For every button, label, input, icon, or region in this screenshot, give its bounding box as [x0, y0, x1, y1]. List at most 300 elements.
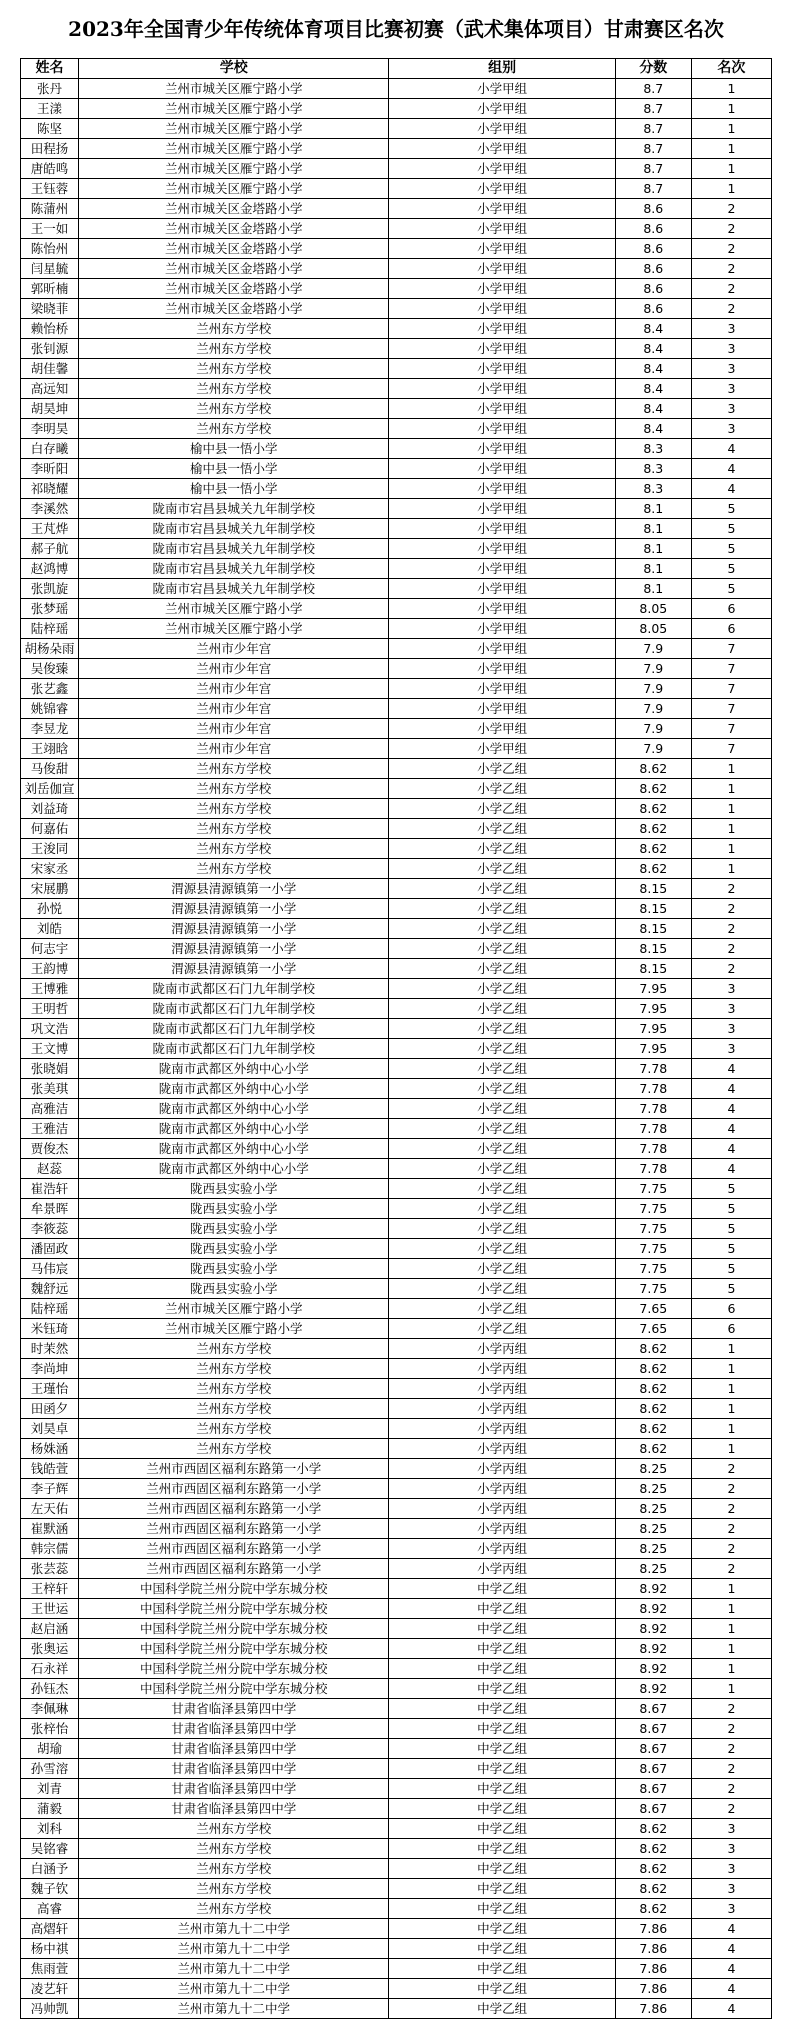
table-row [21, 1899, 772, 1919]
cell-school: 陇南市宕昌县城关九年制学校 [79, 559, 389, 579]
cell-school: 兰州东方学校 [79, 319, 389, 339]
cell-score: 7.65 [615, 1319, 691, 1339]
cell-rank: 5 [691, 1179, 771, 1199]
cell-name: 时茉然 [21, 1339, 79, 1359]
cell-group: 小学丙组 [389, 1339, 615, 1359]
cell-score: 8.92 [615, 1619, 691, 1639]
cell-rank: 1 [691, 1379, 771, 1399]
cell-rank: 1 [691, 1359, 771, 1379]
table-row [21, 1159, 772, 1179]
cell-rank: 5 [691, 1239, 771, 1259]
table-row [21, 779, 772, 799]
table-row [21, 1739, 772, 1759]
cell-school: 兰州市城关区金塔路小学 [79, 299, 389, 319]
cell-score: 8.92 [615, 1579, 691, 1599]
cell-name: 李昱龙 [21, 719, 79, 739]
cell-rank: 3 [691, 1859, 771, 1879]
table-row [21, 539, 772, 559]
cell-school: 甘肃省临泽县第四中学 [79, 1759, 389, 1779]
cell-score: 7.9 [615, 659, 691, 679]
cell-score: 7.75 [615, 1239, 691, 1259]
cell-score: 7.9 [615, 719, 691, 739]
cell-name: 张钊源 [21, 339, 79, 359]
table-row [21, 839, 772, 859]
cell-name: 孙钰杰 [21, 1679, 79, 1699]
cell-name: 韩宗儒 [21, 1539, 79, 1559]
cell-rank: 2 [691, 1539, 771, 1559]
table-body [21, 79, 772, 2019]
cell-school: 中国科学院兰州分院中学东城分校 [79, 1619, 389, 1639]
cell-name: 王一如 [21, 219, 79, 239]
table-row [21, 139, 772, 159]
cell-rank: 5 [691, 1219, 771, 1239]
cell-group: 小学丙组 [389, 1479, 615, 1499]
cell-score: 8.1 [615, 499, 691, 519]
cell-group: 中学乙组 [389, 1679, 615, 1699]
cell-school: 兰州市少年宫 [79, 679, 389, 699]
cell-score: 8.92 [615, 1679, 691, 1699]
cell-group: 小学甲组 [389, 159, 615, 179]
table-row [21, 1979, 772, 1999]
cell-school: 兰州市城关区雁宁路小学 [79, 599, 389, 619]
cell-group: 小学甲组 [389, 699, 615, 719]
cell-rank: 1 [691, 159, 771, 179]
cell-group: 小学甲组 [389, 239, 615, 259]
cell-rank: 3 [691, 419, 771, 439]
table-row [21, 639, 772, 659]
cell-school: 榆中县一悟小学 [79, 459, 389, 479]
cell-rank: 3 [691, 339, 771, 359]
cell-school: 甘肃省临泽县第四中学 [79, 1799, 389, 1819]
cell-score: 8.4 [615, 399, 691, 419]
cell-score: 7.9 [615, 699, 691, 719]
cell-group: 小学甲组 [389, 659, 615, 679]
cell-score: 7.95 [615, 999, 691, 1019]
cell-rank: 2 [691, 199, 771, 219]
cell-group: 小学丙组 [389, 1559, 615, 1579]
cell-rank: 1 [691, 1339, 771, 1359]
cell-score: 8.25 [615, 1539, 691, 1559]
cell-group: 小学甲组 [389, 599, 615, 619]
cell-school: 陇南市武都区外纳中心小学 [79, 1059, 389, 1079]
cell-name: 杨姝涵 [21, 1439, 79, 1459]
cell-name: 胡瑜 [21, 1739, 79, 1759]
cell-school: 榆中县一悟小学 [79, 439, 389, 459]
cell-name: 赖怡桥 [21, 319, 79, 339]
cell-score: 8.1 [615, 559, 691, 579]
cell-school: 兰州市城关区金塔路小学 [79, 259, 389, 279]
cell-name: 赵蕊 [21, 1159, 79, 1179]
cell-score: 8.7 [615, 99, 691, 119]
cell-score: 8.67 [615, 1739, 691, 1759]
cell-rank: 7 [691, 719, 771, 739]
cell-score: 8.62 [615, 1839, 691, 1859]
cell-group: 小学甲组 [389, 519, 615, 539]
cell-school: 兰州市西固区福利东路第一小学 [79, 1559, 389, 1579]
cell-group: 小学丙组 [389, 1519, 615, 1539]
cell-name: 郭昕楠 [21, 279, 79, 299]
cell-group: 中学乙组 [389, 1659, 615, 1679]
cell-rank: 3 [691, 319, 771, 339]
cell-score: 8.62 [615, 1879, 691, 1899]
cell-group: 小学甲组 [389, 579, 615, 599]
cell-school: 兰州市城关区雁宁路小学 [79, 159, 389, 179]
table-row [21, 739, 772, 759]
cell-rank: 2 [691, 259, 771, 279]
cell-rank: 5 [691, 559, 771, 579]
cell-name: 吴俊臻 [21, 659, 79, 679]
table-row [21, 1239, 772, 1259]
cell-name: 米钰琦 [21, 1319, 79, 1339]
cell-school: 渭源县清源镇第一小学 [79, 899, 389, 919]
cell-group: 小学甲组 [389, 539, 615, 559]
cell-school: 兰州东方学校 [79, 1879, 389, 1899]
cell-rank: 1 [691, 1619, 771, 1639]
cell-score: 8.7 [615, 139, 691, 159]
table-row [21, 399, 772, 419]
table-row [21, 199, 772, 219]
cell-group: 小学甲组 [389, 739, 615, 759]
cell-rank: 1 [691, 759, 771, 779]
cell-name: 李尚坤 [21, 1359, 79, 1379]
cell-school: 兰州市西固区福利东路第一小学 [79, 1459, 389, 1479]
table-row [21, 599, 772, 619]
cell-rank: 3 [691, 359, 771, 379]
cell-name: 牟景晖 [21, 1199, 79, 1219]
table-row [21, 619, 772, 639]
cell-rank: 2 [691, 299, 771, 319]
cell-score: 8.1 [615, 579, 691, 599]
table-row [21, 699, 772, 719]
cell-score: 8.62 [615, 1379, 691, 1399]
cell-rank: 1 [691, 1419, 771, 1439]
cell-group: 小学乙组 [389, 1219, 615, 1239]
cell-school: 中国科学院兰州分院中学东城分校 [79, 1679, 389, 1699]
cell-group: 小学乙组 [389, 1259, 615, 1279]
table-row [21, 1359, 772, 1379]
table-row [21, 1999, 772, 2019]
cell-group: 小学乙组 [389, 1179, 615, 1199]
cell-group: 中学乙组 [389, 1699, 615, 1719]
cell-name: 赵启涵 [21, 1619, 79, 1639]
cell-name: 杨中祺 [21, 1939, 79, 1959]
cell-school: 兰州市城关区金塔路小学 [79, 239, 389, 259]
cell-score: 8.92 [615, 1659, 691, 1679]
cell-rank: 1 [691, 859, 771, 879]
table-row [21, 1519, 772, 1539]
table-row [21, 119, 772, 139]
cell-group: 小学乙组 [389, 1279, 615, 1299]
cell-group: 小学乙组 [389, 1059, 615, 1079]
table-row [21, 1679, 772, 1699]
cell-school: 兰州东方学校 [79, 1859, 389, 1879]
cell-group: 中学乙组 [389, 1879, 615, 1899]
cell-rank: 3 [691, 1899, 771, 1919]
table-row [21, 559, 772, 579]
cell-group: 中学乙组 [389, 1979, 615, 1999]
cell-rank: 2 [691, 899, 771, 919]
table-row [21, 1479, 772, 1499]
cell-rank: 5 [691, 519, 771, 539]
cell-school: 兰州市城关区雁宁路小学 [79, 99, 389, 119]
cell-group: 小学乙组 [389, 1139, 615, 1159]
cell-score: 8.4 [615, 419, 691, 439]
cell-rank: 4 [691, 1159, 771, 1179]
cell-name: 王雅洁 [21, 1119, 79, 1139]
cell-rank: 2 [691, 919, 771, 939]
cell-name: 王浚同 [21, 839, 79, 859]
cell-school: 兰州市第九十二中学 [79, 1919, 389, 1939]
cell-score: 7.78 [615, 1059, 691, 1079]
cell-score: 8.62 [615, 1859, 691, 1879]
cell-school: 兰州市城关区雁宁路小学 [79, 1299, 389, 1319]
cell-group: 小学乙组 [389, 1319, 615, 1339]
cell-rank: 2 [691, 1699, 771, 1719]
cell-score: 7.9 [615, 639, 691, 659]
cell-score: 8.25 [615, 1499, 691, 1519]
cell-score: 8.67 [615, 1799, 691, 1819]
cell-rank: 4 [691, 459, 771, 479]
cell-school: 兰州东方学校 [79, 779, 389, 799]
cell-school: 兰州市第九十二中学 [79, 1939, 389, 1959]
cell-name: 刘科 [21, 1819, 79, 1839]
cell-name: 孙雪溶 [21, 1759, 79, 1779]
cell-name: 闫星毓 [21, 259, 79, 279]
cell-school: 中国科学院兰州分院中学东城分校 [79, 1639, 389, 1659]
cell-group: 小学乙组 [389, 919, 615, 939]
cell-school: 陇南市武都区石门九年制学校 [79, 979, 389, 999]
cell-group: 小学乙组 [389, 1199, 615, 1219]
table-row [21, 1199, 772, 1219]
header-school: 学校 [79, 59, 389, 79]
cell-score: 8.1 [615, 539, 691, 559]
cell-group: 中学乙组 [389, 1819, 615, 1839]
cell-score: 8.62 [615, 1339, 691, 1359]
cell-group: 小学丙组 [389, 1359, 615, 1379]
cell-name: 李溪然 [21, 499, 79, 519]
cell-name: 高雅洁 [21, 1099, 79, 1119]
table-row [21, 959, 772, 979]
cell-school: 兰州东方学校 [79, 1379, 389, 1399]
cell-score: 7.86 [615, 1939, 691, 1959]
cell-score: 8.4 [615, 379, 691, 399]
cell-school: 兰州东方学校 [79, 759, 389, 779]
cell-rank: 1 [691, 819, 771, 839]
cell-group: 小学甲组 [389, 639, 615, 659]
cell-name: 李佩琳 [21, 1699, 79, 1719]
cell-group: 小学甲组 [389, 339, 615, 359]
cell-group: 小学乙组 [389, 819, 615, 839]
cell-group: 小学甲组 [389, 719, 615, 739]
cell-name: 孙悦 [21, 899, 79, 919]
cell-rank: 2 [691, 239, 771, 259]
cell-name: 巩文浩 [21, 1019, 79, 1039]
cell-score: 7.86 [615, 1979, 691, 1999]
cell-rank: 2 [691, 219, 771, 239]
cell-group: 小学乙组 [389, 779, 615, 799]
table-row [21, 439, 772, 459]
table-row [21, 1499, 772, 1519]
table-row [21, 1439, 772, 1459]
table-row [21, 879, 772, 899]
cell-group: 小学乙组 [389, 1039, 615, 1059]
cell-rank: 4 [691, 1919, 771, 1939]
cell-school: 兰州市少年宫 [79, 639, 389, 659]
cell-rank: 4 [691, 1939, 771, 1959]
cell-name: 刘昊卓 [21, 1419, 79, 1439]
table-row [21, 99, 772, 119]
cell-name: 张凯旋 [21, 579, 79, 599]
cell-name: 马俊甜 [21, 759, 79, 779]
cell-rank: 3 [691, 1879, 771, 1899]
cell-score: 7.65 [615, 1299, 691, 1319]
table-row [21, 1599, 772, 1619]
cell-group: 中学乙组 [389, 1899, 615, 1919]
cell-group: 小学甲组 [389, 419, 615, 439]
cell-score: 8.3 [615, 439, 691, 459]
table-row [21, 1559, 772, 1579]
cell-group: 小学乙组 [389, 899, 615, 919]
cell-group: 小学乙组 [389, 1099, 615, 1119]
cell-group: 小学乙组 [389, 859, 615, 879]
cell-group: 中学乙组 [389, 1919, 615, 1939]
cell-rank: 4 [691, 1099, 771, 1119]
cell-name: 王文博 [21, 1039, 79, 1059]
header-group: 组别 [389, 59, 615, 79]
table-row [21, 1419, 772, 1439]
cell-rank: 3 [691, 1819, 771, 1839]
table-row [21, 1299, 772, 1319]
cell-school: 兰州市西固区福利东路第一小学 [79, 1479, 389, 1499]
cell-score: 8.3 [615, 479, 691, 499]
cell-score: 8.62 [615, 1439, 691, 1459]
cell-school: 陇南市宕昌县城关九年制学校 [79, 539, 389, 559]
cell-school: 陇西县实验小学 [79, 1259, 389, 1279]
cell-school: 兰州市少年宫 [79, 719, 389, 739]
cell-school: 兰州东方学校 [79, 819, 389, 839]
cell-rank: 5 [691, 1199, 771, 1219]
cell-score: 8.4 [615, 359, 691, 379]
cell-score: 8.25 [615, 1559, 691, 1579]
cell-rank: 4 [691, 1959, 771, 1979]
cell-score: 7.78 [615, 1099, 691, 1119]
table-row [21, 379, 772, 399]
cell-school: 陇南市宕昌县城关九年制学校 [79, 519, 389, 539]
cell-score: 7.75 [615, 1179, 691, 1199]
table-row [21, 1699, 772, 1719]
cell-school: 陇南市武都区石门九年制学校 [79, 1039, 389, 1059]
cell-score: 8.6 [615, 219, 691, 239]
cell-school: 陇西县实验小学 [79, 1199, 389, 1219]
cell-group: 小学甲组 [389, 559, 615, 579]
cell-score: 8.67 [615, 1779, 691, 1799]
cell-name: 王芃烨 [21, 519, 79, 539]
cell-score: 8.25 [615, 1519, 691, 1539]
cell-rank: 2 [691, 1779, 771, 1799]
cell-rank: 1 [691, 179, 771, 199]
cell-name: 高睿 [21, 1899, 79, 1919]
cell-rank: 4 [691, 1079, 771, 1099]
cell-school: 兰州市第九十二中学 [79, 1979, 389, 1999]
cell-group: 小学甲组 [389, 199, 615, 219]
results-table [20, 58, 772, 2019]
table-row [21, 1339, 772, 1359]
cell-name: 胡昊坤 [21, 399, 79, 419]
cell-rank: 5 [691, 499, 771, 519]
table-row [21, 859, 772, 879]
cell-score: 8.67 [615, 1719, 691, 1739]
table-row [21, 359, 772, 379]
cell-score: 7.78 [615, 1079, 691, 1099]
table-row [21, 579, 772, 599]
cell-group: 小学甲组 [389, 259, 615, 279]
cell-school: 兰州东方学校 [79, 1899, 389, 1919]
cell-group: 小学丙组 [389, 1439, 615, 1459]
cell-school: 兰州东方学校 [79, 1439, 389, 1459]
cell-name: 陈怡州 [21, 239, 79, 259]
cell-rank: 1 [691, 99, 771, 119]
cell-rank: 7 [691, 659, 771, 679]
cell-rank: 1 [691, 1639, 771, 1659]
cell-name: 李子辉 [21, 1479, 79, 1499]
cell-rank: 5 [691, 1259, 771, 1279]
cell-group: 中学乙组 [389, 1719, 615, 1739]
cell-rank: 4 [691, 1119, 771, 1139]
cell-rank: 2 [691, 1499, 771, 1519]
cell-name: 陈坚 [21, 119, 79, 139]
cell-group: 小学甲组 [389, 299, 615, 319]
cell-rank: 6 [691, 599, 771, 619]
table-row [21, 1959, 772, 1979]
table-row [21, 1639, 772, 1659]
table-row [21, 979, 772, 999]
cell-score: 7.95 [615, 1039, 691, 1059]
cell-score: 8.6 [615, 239, 691, 259]
cell-name: 王梓轩 [21, 1579, 79, 1599]
cell-school: 兰州东方学校 [79, 1419, 389, 1439]
cell-school: 兰州市城关区雁宁路小学 [79, 179, 389, 199]
cell-name: 郝子航 [21, 539, 79, 559]
table-row [21, 1039, 772, 1059]
cell-rank: 6 [691, 619, 771, 639]
cell-name: 蒲毅 [21, 1799, 79, 1819]
cell-name: 何志宇 [21, 939, 79, 959]
table-row [21, 519, 772, 539]
cell-school: 中国科学院兰州分院中学东城分校 [79, 1599, 389, 1619]
cell-rank: 5 [691, 579, 771, 599]
table-row [21, 799, 772, 819]
cell-group: 中学乙组 [389, 1779, 615, 1799]
cell-school: 兰州市西固区福利东路第一小学 [79, 1519, 389, 1539]
cell-rank: 2 [691, 1719, 771, 1739]
table-row [21, 1459, 772, 1479]
cell-name: 凌艺轩 [21, 1979, 79, 1999]
cell-score: 7.75 [615, 1259, 691, 1279]
cell-score: 8.62 [615, 1819, 691, 1839]
table-row [21, 1059, 772, 1079]
cell-rank: 4 [691, 1999, 771, 2019]
cell-name: 陆梓瑶 [21, 1299, 79, 1319]
cell-school: 兰州市城关区金塔路小学 [79, 199, 389, 219]
cell-name: 高熠轩 [21, 1919, 79, 1939]
cell-name: 白涵予 [21, 1859, 79, 1879]
cell-name: 陈蒲州 [21, 199, 79, 219]
cell-group: 中学乙组 [389, 1959, 615, 1979]
cell-score: 8.15 [615, 899, 691, 919]
cell-group: 小学丙组 [389, 1379, 615, 1399]
cell-school: 兰州东方学校 [79, 1399, 389, 1419]
cell-name: 刘青 [21, 1779, 79, 1799]
